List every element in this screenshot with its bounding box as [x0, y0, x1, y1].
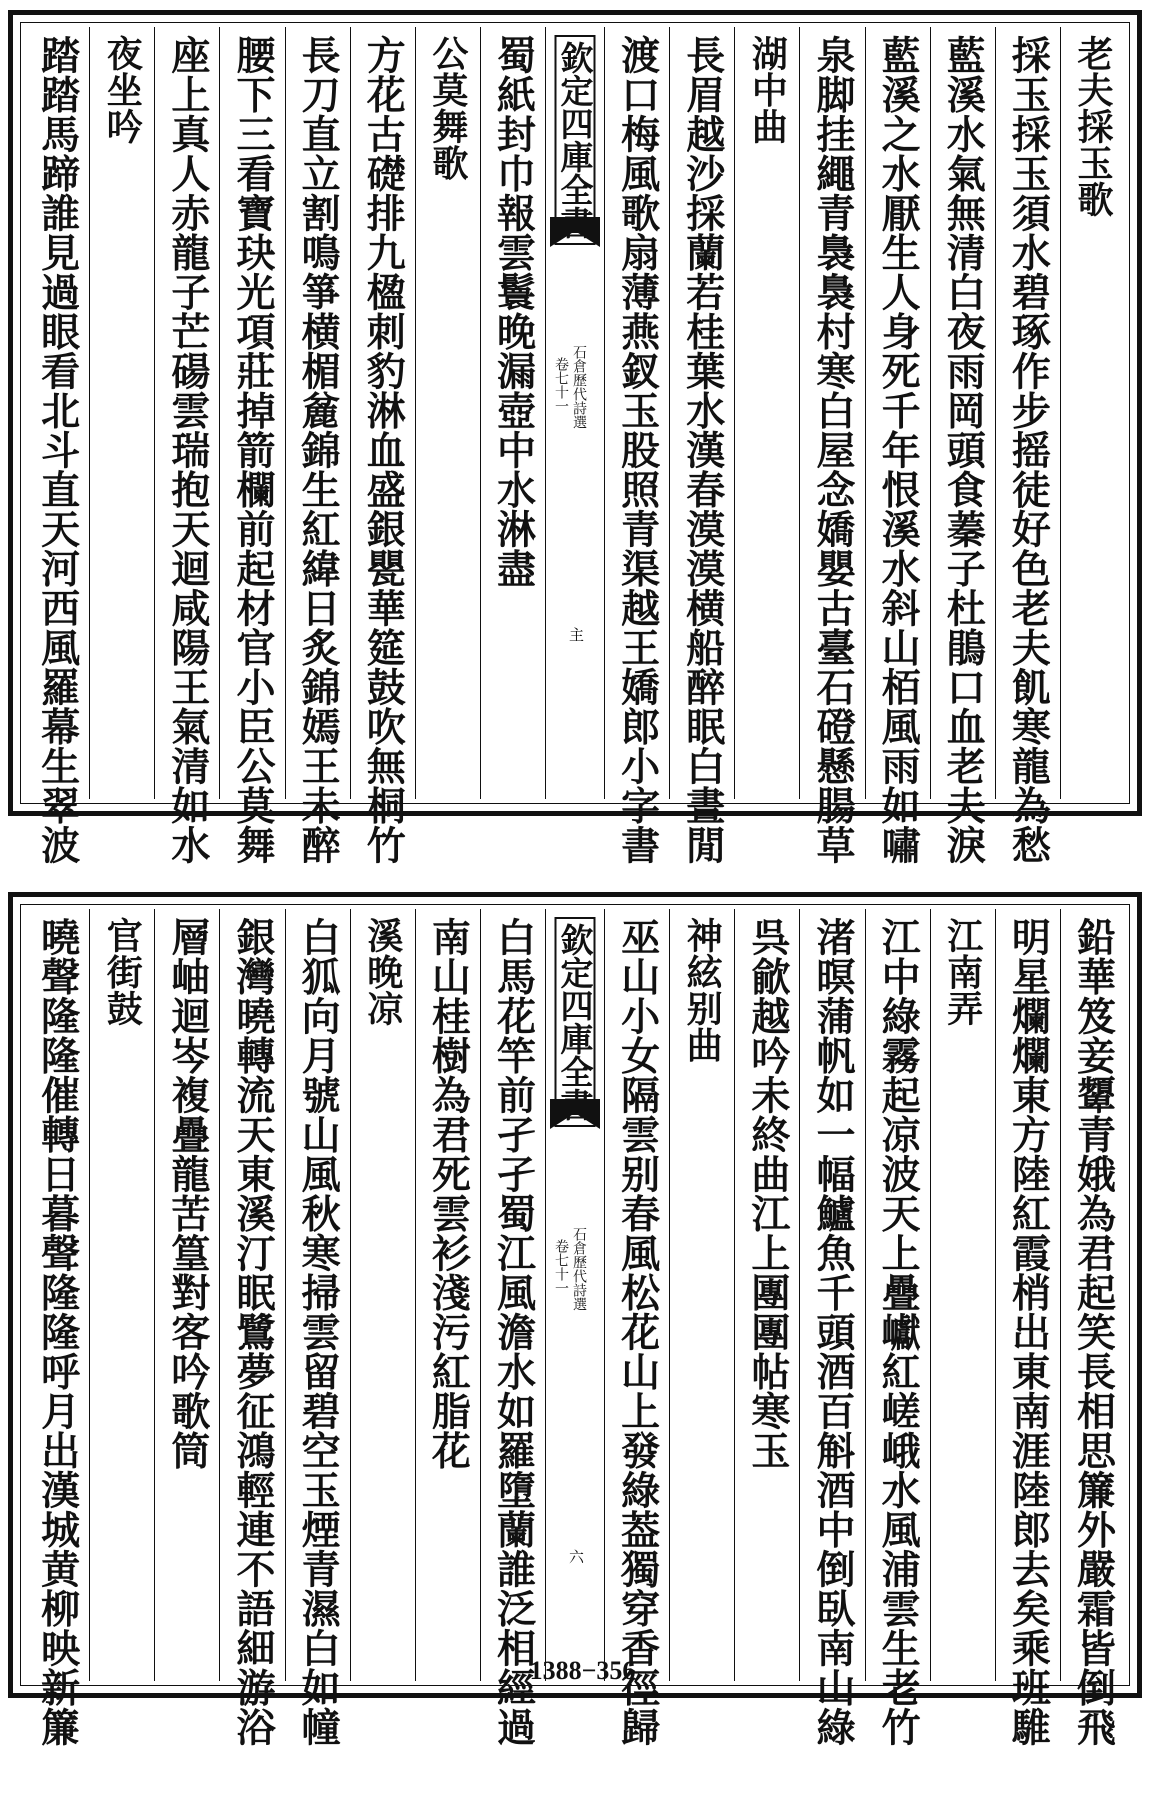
- center-column: [545, 909, 604, 1681]
- text-column: [154, 909, 219, 1681]
- banxin-title: 欽定四庫全書: [555, 35, 596, 245]
- page-number: 主: [567, 627, 585, 642]
- text-column: [415, 27, 480, 799]
- poem-line: 採玉採玉須水碧琢作步摇徒好色老夫飢寒龍為愁: [1005, 35, 1052, 865]
- poem-line: 白狐向月號山風秋寒掃雲留碧空玉煙青濕白如幢: [295, 917, 342, 1747]
- poem-line: 踏踏馬蹄誰見過眼看北斗直天河西風羅幕生翠波: [34, 35, 81, 865]
- poem-title: 湖中曲: [746, 35, 789, 145]
- text-column: [1060, 909, 1125, 1747]
- poem-line: 藍溪之水厭生人身死千年恨溪水斜山栢風雨如嘯: [875, 35, 922, 865]
- poem-line: 明星爛爛東方陸紅霞梢出東南涯陸郎去矣乘班騅: [1005, 917, 1052, 1747]
- poem-line: 泉脚挂繩青裊裊村寒白屋念嬌嬰古臺石磴懸腸草: [809, 35, 856, 865]
- text-column: [669, 909, 734, 1681]
- poem-line: 藍溪水氣無清白夜雨岡頭食蓁子杜鵑口血老夫淚: [940, 35, 987, 865]
- text-column: [25, 909, 89, 1747]
- volume-label: 卷七十一: [553, 1239, 569, 1295]
- fishtail-mark: [550, 217, 600, 247]
- poem-title: 神絃别曲: [681, 917, 724, 1063]
- page-code: 1388−356: [529, 1656, 636, 1685]
- poem-title: 夜坐吟: [101, 35, 144, 145]
- text-column: [669, 27, 734, 865]
- text-column: [154, 27, 219, 865]
- text-column: [930, 909, 995, 1681]
- text-column: [995, 909, 1060, 1747]
- poem-line: 白馬花竿前孑孑蜀江風澹水如羅墮蘭誰泛相經過: [490, 917, 537, 1747]
- poem-line: 渚暝蒲帆如一幅鱸魚千頭酒百斛酒中倒臥南山綠: [809, 917, 856, 1747]
- text-column: [480, 27, 545, 799]
- poem-title: 公莫舞歌: [426, 35, 469, 181]
- poem-line: 曉聲隆隆催轉日暮聲隆隆呼月出漢城黄柳映新簾: [34, 917, 81, 1747]
- text-column: [930, 27, 995, 865]
- text-column: [219, 909, 284, 1747]
- poem-line: 渡口梅風歌扇薄燕釵玉股照青渠越王嬌郎小字書: [614, 35, 661, 865]
- text-column: [25, 27, 89, 865]
- text-column: [865, 27, 930, 865]
- poem-line: 銀灣曉轉流天東溪汀眠鷺夢征鴻輕連不語細游浴: [229, 917, 276, 1747]
- text-column: [799, 27, 864, 865]
- text-column: [604, 909, 669, 1747]
- book-name: 石倉歷代詩選: [571, 1227, 587, 1311]
- poem-title: 江南弄: [941, 917, 984, 1027]
- bottom-page-frame: [8, 892, 1142, 1747]
- text-column: [285, 27, 350, 865]
- poem-line: 長眉越沙採蘭若桂葉水漢春漠漠横船醉眠白晝閒: [679, 35, 726, 865]
- text-column: [350, 909, 415, 1681]
- poem-title: 老夫採玉歌: [1071, 35, 1114, 218]
- text-column: [219, 27, 284, 865]
- text-column: [285, 909, 350, 1747]
- text-column: [415, 909, 480, 1681]
- poem-line: 層岫迴岑複疊龍苦篁對客吟歌筒: [164, 917, 211, 1470]
- top-page-frame: [8, 10, 1142, 865]
- top-page-columns: [25, 27, 1125, 865]
- poem-line: 蜀紙封巾報雲鬟晚漏壺中水淋盡: [490, 35, 537, 588]
- text-column: [89, 27, 154, 799]
- fishtail-mark: [550, 1099, 600, 1129]
- center-column: [545, 27, 604, 799]
- text-column: [995, 27, 1060, 865]
- banxin-title: 欽定四庫全書: [555, 917, 596, 1127]
- text-column: [1060, 27, 1125, 799]
- bottom-page: [0, 882, 1165, 1747]
- poem-line: 方花古礎排九楹刺豹淋血盛銀甖華筵鼓吹無桐竹: [360, 35, 407, 865]
- poem-line: 腰下三看寶玦光項莊掉箭欄前起材官小臣公莫舞: [229, 35, 276, 865]
- text-column: [734, 909, 799, 1681]
- text-column: [604, 27, 669, 865]
- top-page: [0, 0, 1165, 865]
- poem-line: 鉛華笈妾顰青娥為君起笑長相思簾外嚴霜皆倒飛: [1070, 917, 1117, 1747]
- text-column: [865, 909, 930, 1747]
- poem-line: 南山桂樹為君死雲衫淺污紅脂花: [425, 917, 472, 1470]
- book-name: 石倉歷代詩選: [571, 345, 587, 429]
- text-column: [799, 909, 864, 1747]
- text-column: [480, 909, 545, 1747]
- poem-line: 長刀直立割鳴箏横楣麄錦生紅緯日炙錦嫣王未醉: [295, 35, 342, 865]
- poem-title: 溪晚凉: [361, 917, 404, 1027]
- poem-line: 座上真人赤龍子芒碭雲瑞抱天迴咸陽王氣清如水: [164, 35, 211, 865]
- text-column: [89, 909, 154, 1681]
- page-number: 六: [567, 1549, 585, 1564]
- volume-label: 卷七十一: [553, 357, 569, 413]
- poem-title: 官街鼓: [101, 917, 144, 1027]
- poem-line: 巫山小女隔雲别春風松花山上發綠葢獨穿香徑歸: [614, 917, 661, 1747]
- text-column: [350, 27, 415, 865]
- bottom-page-columns: [25, 909, 1125, 1747]
- poem-line: 呉歈越吟未終曲江上團團帖寒玉: [744, 917, 791, 1470]
- poem-line: 江中綠霧起凉波天上疊巘紅嵯峨水風浦雲生老竹: [875, 917, 922, 1747]
- text-column: [734, 27, 799, 799]
